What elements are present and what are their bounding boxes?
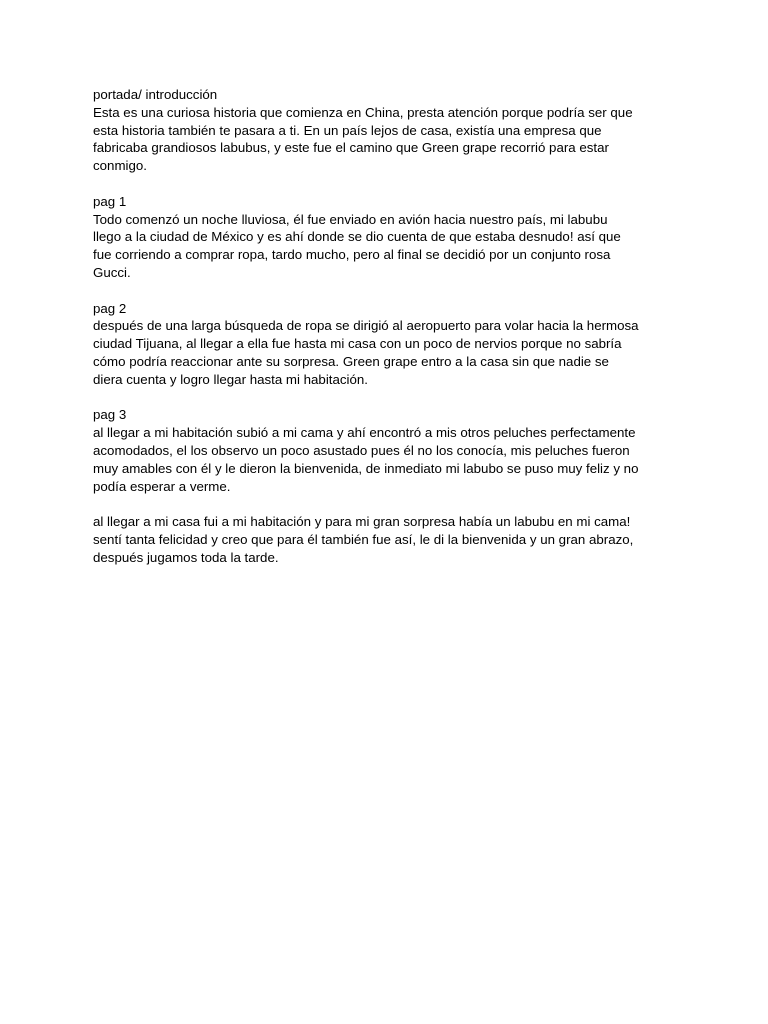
section-heading: portada/ introducción [93, 87, 218, 102]
paragraph-line: cómo podría reaccionar ante su sorpresa. Green grape entro a la casa sin que nadie se [93, 353, 609, 369]
section-heading: pag 3 [93, 407, 127, 423]
paragraph-line: ciudad Tijuana, al llegar a ella fue hasta mi casa con un poco de nervios porque no sabría [93, 336, 622, 352]
paragraph-line: sentí tanta felicidad y creo que para él también fue así, le di la bienvenida y un gran abrazo, [93, 531, 634, 547]
paragraph-line: acomodados, el los observo un poco asustado pues él no los conocía, mis peluches fueron [93, 442, 630, 458]
paragraph-line: esta historia también te pasara a ti. En un país lejos de casa, existía una empresa que [93, 122, 602, 138]
section-final [93, 513, 693, 566]
paragraph-line: podía esperar a verme. [93, 478, 231, 494]
section-heading: pag 2 [93, 300, 127, 316]
paragraph-line: después de una larga búsqueda de ropa se dirigió al aeropuerto para volar hacia la hermosa [93, 318, 639, 334]
paragraph-line: Gucci. [93, 264, 131, 280]
paragraph-line: al llegar a mi habitación subió a mi cama y ahí encontró a mis otros peluches perfectamente [93, 425, 636, 441]
paragraph-line: muy amables con él y le dieron la bienvenida, de inmediato mi labubo se puso muy feliz y no [93, 460, 639, 476]
paragraph-line: diera cuenta y logro llegar hasta mi habitación. [93, 371, 368, 387]
document-body [93, 86, 693, 567]
paragraph-line: conmigo. [93, 158, 147, 174]
paragraph-line: Esta es una curiosa historia que comienza en China, presta atención porque podría ser que [93, 104, 633, 120]
paragraph-line: Todo comenzó un noche lluviosa, él fue enviado en avión hacia nuestro país, mi labubu [93, 211, 608, 227]
paragraph-line: llego a la ciudad de México y es ahí donde se dio cuenta de que estaba desnudo! así que [93, 229, 621, 245]
paragraph-line: al llegar a mi casa fui a mi habitación y para mi gran sorpresa había un labubu en mi cama! [93, 514, 631, 530]
section-heading: pag 1 [93, 193, 127, 209]
section-pag-3 [93, 406, 693, 495]
paragraph-line: fabricaba grandiosos labubus, y este fue el camino que Green grape recorrió para estar [93, 140, 609, 156]
paragraph-line: fue corriendo a comprar ropa, tardo mucho, pero al final se decidió por un conjunto rosa [93, 247, 611, 263]
section-portada [93, 86, 693, 175]
paragraph-line: después jugamos toda la tarde. [93, 549, 279, 565]
section-pag-1 [93, 193, 693, 282]
section-pag-2 [93, 300, 693, 389]
